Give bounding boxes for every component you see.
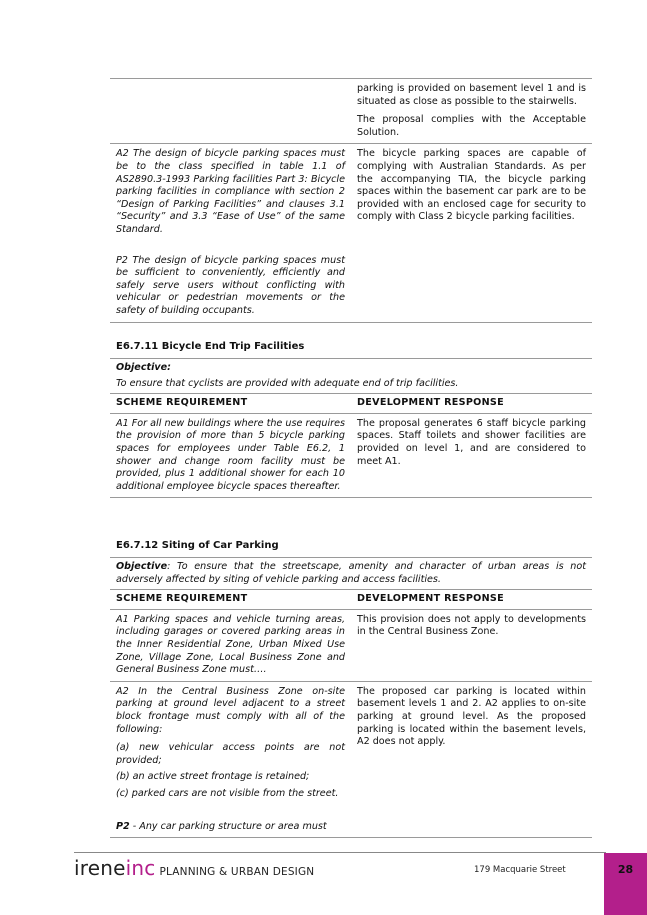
objective-label: Objective [116,561,168,572]
a1-label: A1 [116,417,129,429]
response-text: parking is provided on basement level 1 and is situated as close as possible to the stairwells. [357,83,586,107]
requirement-a1: A1 Parking spaces and vehicle turning areas, including garages or covered parking areas in the Inner Residential Zone, Urban Mixed Use Zone, Village Zone, Local Business Zone and General Business Zone must…. [116,613,345,676]
column-header-response: DEVELOPMENT RESPONSE [351,590,592,609]
brand-logo [74,856,314,880]
response-text: The bicycle parking spaces are capable of complying with Australian Standards. As per the accompanying TIA, the bicycle parking spaces within the basement car park are to be provided with an enclosed cage for security to comply with Class 2 bicycle parking facilities. [357,148,586,223]
section-title: E6.7.11 Bicycle End Trip Facilities [116,341,305,352]
brand-name-irene: irene [74,856,126,880]
objective-text: : To ensure that the streetscape, amenity and character of urban areas is not adversely affected by siting of vehicle parking and access facilities. [116,561,586,585]
column-header-requirement: SCHEME REQUIREMENT [110,394,351,413]
section-siting-car-parking [110,537,592,838]
requirement-a2-item-a: (a) new vehicular access points are not provided; [116,742,345,766]
p2-text: - Any car parking structure or area must [129,820,327,832]
objective-text: To ensure that cyclists are provided with adequate end of trip facilities. [116,377,459,389]
empty-cell [110,79,351,144]
objective-block [110,557,592,590]
p2-label: P2 [116,820,130,832]
requirement-a1 [116,418,345,494]
page-number: 28 [617,863,634,876]
response-cell [351,681,592,837]
column-header-response: DEVELOPMENT RESPONSE [351,394,592,413]
objective-label: Objective: [116,362,171,373]
p2-text: The design of bicycle parking spaces must be sufficient to conveniently, efficiently and safely serve users without conflicting with vehicular or pedestrian movements or the safety of building occupants. [116,254,345,316]
response-text: This provision does not apply to developments in the Central Business Zone. [357,613,586,638]
footer-divider [74,852,606,853]
section-bicycle-end-trip [110,338,592,498]
a1-text: For all new buildings where the use requires the provision of more than 5 bicycle parking spaces for employees under Table E6.2, 1 shower and change room facility must be provided, plus 1 additional shower for each 10 additional employee bicycle spaces thereafter. [116,417,345,492]
response-cell [351,609,592,681]
requirement-cell [110,609,351,681]
response-cell [351,79,592,144]
a2-label: A2 [116,148,129,160]
requirement-a2-item-c: (c) parked cars are not visible from the street. [116,787,339,799]
response-text: The proposed car parking is located within basement levels 1 and 2. A2 applies to on-site parking at ground level. As the proposed parking is located within the basement levels, A2 does not apply. [357,685,586,748]
requirement-a2 [116,148,345,236]
footer-address: 179 Macquarie Street [474,865,566,875]
response-text: The proposal generates 6 staff bicycle parking spaces. Staff toilets and shower facilities are provided on level 1, and are considered to meet A1. [357,417,586,467]
p2-label: P2 [116,254,128,266]
objective-block [110,358,592,394]
requirement-cell [110,413,351,498]
section-title: E6.7.12 Siting of Car Parking [116,540,279,551]
requirement-p2 [116,821,345,834]
brand-name-inc: inc [125,856,156,880]
requirement-cell [110,681,351,837]
brand-tagline: PLANNING & URBAN DESIGN [159,866,315,878]
requirement-cell [110,144,351,322]
bicycle-parking-table [110,78,592,323]
response-cell [351,413,592,498]
column-header-requirement: SCHEME REQUIREMENT [110,590,351,609]
response-cell [351,144,592,322]
a2-text: The design of bicycle parking spaces must be to the class specified in table 1.1 of AS2890.3-1993 Parking facilities Part 3: Bicycle parking facilities in compliance with section 2 “Design of Parking Facilities” and clauses 3.1 “Security” and 3.3 “Ease of Use” of the same Standard. [116,148,345,235]
requirement-p2 [116,255,345,318]
requirement-a2-item-b: (b) an active street frontage is retained; [116,771,310,783]
requirement-a2: A2 In the Central Business Zone on-site parking at ground level adjacent to a street block frontage must comply with all of the following: [116,685,345,735]
response-text-compliance: The proposal complies with the Acceptable Solution. [357,114,586,138]
